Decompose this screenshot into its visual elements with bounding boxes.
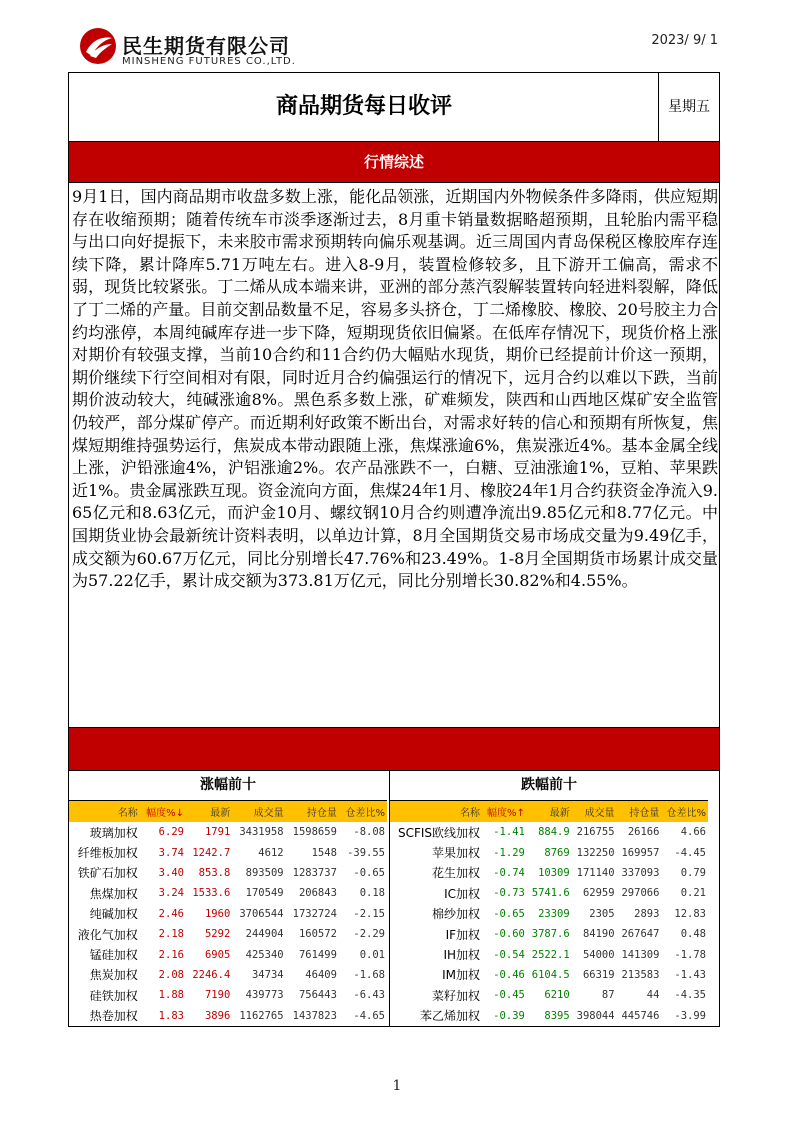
losers-table bbox=[389, 770, 708, 1026]
cell-name: IM加权 bbox=[442, 968, 481, 983]
cell-volume: 84190 bbox=[582, 928, 615, 941]
cell-volume: 66319 bbox=[582, 968, 615, 981]
cell-oi-change: -3.99 bbox=[674, 1009, 706, 1022]
table-row[interactable] bbox=[69, 965, 387, 985]
cell-oi-change: -1.43 bbox=[674, 968, 706, 981]
weekday-label: 星期五 bbox=[658, 73, 719, 141]
table-row[interactable] bbox=[390, 904, 708, 924]
cell-name: IC加权 bbox=[444, 886, 481, 901]
table-row[interactable] bbox=[390, 883, 708, 903]
cell-volume: 4612 bbox=[258, 846, 284, 859]
cell-open-interest: 1598659 bbox=[292, 826, 337, 839]
cell-latest: 2522.1 bbox=[531, 948, 570, 961]
cell-volume: 34734 bbox=[251, 968, 284, 981]
cell-name: 玻璃加权 bbox=[89, 825, 138, 840]
table-row[interactable] bbox=[69, 883, 387, 903]
cell-oi-change: -4.45 bbox=[674, 846, 706, 859]
cell-latest: 3787.6 bbox=[531, 928, 570, 941]
cell-oi-change: -2.15 bbox=[353, 907, 385, 920]
cell-latest: 5292 bbox=[204, 928, 231, 941]
cell-open-interest: 160572 bbox=[298, 928, 337, 941]
section-divider-bar bbox=[69, 727, 719, 771]
cell-oi-change: 0.48 bbox=[680, 928, 706, 941]
cell-change-pct: 3.40 bbox=[158, 866, 184, 879]
cell-open-interest: 761499 bbox=[298, 948, 337, 961]
cell-volume: 3431958 bbox=[239, 826, 284, 839]
company-name-en: MINSHENG FUTURES CO.,LTD. bbox=[122, 56, 296, 67]
col-oi-change[interactable]: 仓差比% bbox=[339, 801, 387, 822]
cell-volume: 62959 bbox=[582, 887, 615, 900]
gainers-title: 涨幅前十 bbox=[69, 770, 387, 801]
cell-latest: 1960 bbox=[204, 907, 231, 920]
cell-change-pct: 1.83 bbox=[158, 1009, 184, 1022]
cell-oi-change: -4.35 bbox=[674, 989, 706, 1002]
cell-latest: 5741.6 bbox=[531, 887, 570, 900]
cell-latest: 1791 bbox=[204, 826, 231, 839]
cell-volume: 425340 bbox=[245, 948, 284, 961]
cell-name: SCFIS欧线加权 bbox=[397, 825, 481, 840]
cell-change-pct: 1.88 bbox=[158, 989, 184, 1002]
cell-latest: 3896 bbox=[204, 1009, 231, 1022]
col-open-interest[interactable]: 持仓量 bbox=[617, 801, 662, 822]
cell-change-pct: -0.45 bbox=[493, 989, 525, 1002]
report-date: 2023/ 9/ 1 bbox=[651, 33, 718, 48]
table-row[interactable] bbox=[69, 1006, 387, 1026]
cell-change-pct: -0.65 bbox=[493, 907, 525, 920]
cell-open-interest: 26166 bbox=[627, 826, 660, 839]
col-latest[interactable]: 最新 bbox=[186, 801, 232, 822]
cell-open-interest: 169957 bbox=[621, 846, 660, 859]
cell-name: IH加权 bbox=[443, 948, 481, 963]
gainers-header-row bbox=[69, 801, 387, 822]
cell-change-pct: -1.29 bbox=[493, 846, 525, 859]
page-header bbox=[0, 0, 794, 72]
cell-volume: 2305 bbox=[589, 907, 615, 920]
cell-change-pct: 2.46 bbox=[158, 907, 184, 920]
cell-name: 棉纱加权 bbox=[432, 907, 481, 922]
company-name-cn: 民生期货有限公司 bbox=[122, 34, 290, 58]
cell-change-pct: 3.24 bbox=[158, 887, 184, 900]
cell-change-pct: 6.29 bbox=[158, 826, 184, 839]
cell-open-interest: 1437823 bbox=[292, 1009, 337, 1022]
cell-oi-change: -4.65 bbox=[353, 1009, 385, 1022]
col-change-pct[interactable]: 幅度%↓ bbox=[140, 801, 186, 822]
cell-volume: 398044 bbox=[576, 1009, 615, 1022]
col-name[interactable]: 名称 bbox=[69, 801, 140, 822]
summary-heading: 行情综述 bbox=[69, 142, 719, 183]
cell-change-pct: 3.74 bbox=[158, 846, 184, 859]
gainers-table bbox=[69, 770, 387, 1026]
cell-open-interest: 297066 bbox=[621, 887, 660, 900]
col-open-interest[interactable]: 持仓量 bbox=[286, 801, 339, 822]
cell-change-pct: -0.46 bbox=[493, 968, 525, 981]
cell-change-pct: -0.39 bbox=[493, 1009, 525, 1022]
cell-volume: 216755 bbox=[576, 826, 615, 839]
losers-header-row bbox=[390, 801, 708, 822]
cell-change-pct: -0.60 bbox=[493, 928, 525, 941]
cell-name: 硅铁加权 bbox=[89, 988, 138, 1003]
table-row[interactable] bbox=[390, 1006, 708, 1026]
table-row[interactable] bbox=[390, 822, 708, 842]
losers-grid bbox=[390, 801, 708, 1026]
table-row[interactable] bbox=[390, 985, 708, 1005]
cell-oi-change: -0.65 bbox=[353, 866, 385, 879]
cell-latest: 8395 bbox=[544, 1009, 570, 1022]
col-latest[interactable]: 最新 bbox=[527, 801, 572, 822]
cell-open-interest: 445746 bbox=[621, 1009, 660, 1022]
table-row[interactable] bbox=[69, 924, 387, 944]
cell-open-interest: 206843 bbox=[298, 887, 337, 900]
col-oi-change[interactable]: 仓差比% bbox=[661, 801, 708, 822]
cell-volume: 1162765 bbox=[239, 1009, 284, 1022]
col-volume[interactable]: 成交量 bbox=[232, 801, 285, 822]
cell-oi-change: -8.08 bbox=[353, 826, 385, 839]
table-row[interactable] bbox=[390, 944, 708, 964]
losers-title: 跌幅前十 bbox=[390, 770, 708, 801]
cell-oi-change: -39.55 bbox=[347, 846, 385, 859]
cell-oi-change: 0.01 bbox=[359, 948, 385, 961]
cell-open-interest: 2893 bbox=[634, 907, 660, 920]
cell-volume: 54000 bbox=[582, 948, 615, 961]
cell-volume: 244904 bbox=[245, 928, 284, 941]
gainers-grid bbox=[69, 801, 387, 1026]
cell-change-pct: 2.08 bbox=[158, 968, 184, 981]
cell-open-interest: 141309 bbox=[621, 948, 660, 961]
cell-volume: 170549 bbox=[245, 887, 284, 900]
col-change-pct[interactable]: 幅度%↑ bbox=[482, 801, 527, 822]
cell-latest: 6905 bbox=[204, 948, 231, 961]
cell-open-interest: 46409 bbox=[305, 968, 337, 981]
cell-name: 焦炭加权 bbox=[89, 968, 138, 983]
cell-latest: 6104.5 bbox=[531, 968, 570, 981]
cell-name: 菜籽加权 bbox=[432, 988, 481, 1003]
table-row[interactable] bbox=[390, 965, 708, 985]
cell-name: 热卷加权 bbox=[89, 1009, 138, 1024]
cell-name: 锰硅加权 bbox=[89, 948, 138, 963]
table-row[interactable] bbox=[69, 944, 387, 964]
col-name[interactable]: 名称 bbox=[390, 801, 482, 822]
cell-oi-change: -1.68 bbox=[353, 968, 385, 981]
cell-oi-change: -6.43 bbox=[353, 989, 385, 1002]
cell-open-interest: 337093 bbox=[621, 866, 660, 879]
report-frame bbox=[68, 72, 720, 1027]
cell-change-pct: -0.54 bbox=[493, 948, 525, 961]
table-row[interactable] bbox=[69, 904, 387, 924]
table-row[interactable] bbox=[69, 985, 387, 1005]
cell-volume: 893509 bbox=[245, 866, 284, 879]
cell-name: 苹果加权 bbox=[432, 846, 481, 861]
table-row[interactable] bbox=[390, 924, 708, 944]
cell-open-interest: 44 bbox=[646, 989, 660, 1002]
cell-oi-change: 0.79 bbox=[680, 866, 706, 879]
title-row bbox=[69, 73, 719, 142]
cell-latest: 10309 bbox=[538, 866, 570, 879]
minsheng-logo-icon bbox=[78, 26, 118, 66]
cell-open-interest: 1548 bbox=[311, 846, 337, 859]
cell-latest: 2246.4 bbox=[192, 968, 231, 981]
cell-volume: 171140 bbox=[576, 866, 615, 879]
cell-open-interest: 756443 bbox=[298, 989, 337, 1002]
cell-change-pct: -0.74 bbox=[493, 866, 525, 879]
page-number: 1 bbox=[392, 1078, 402, 1094]
cell-change-pct: 2.16 bbox=[158, 948, 184, 961]
report-title: 商品期货每日收评 bbox=[275, 94, 452, 119]
cell-oi-change: -1.78 bbox=[674, 948, 706, 961]
cell-open-interest: 213583 bbox=[621, 968, 660, 981]
cell-latest: 8769 bbox=[544, 846, 570, 859]
cell-latest: 6210 bbox=[544, 989, 570, 1002]
cell-name: 铁矿石加权 bbox=[77, 866, 138, 881]
cell-latest: 23309 bbox=[538, 907, 570, 920]
cell-oi-change: 0.21 bbox=[680, 887, 706, 900]
cell-open-interest: 1283737 bbox=[292, 866, 337, 879]
cell-change-pct: -0.73 bbox=[493, 887, 525, 900]
cell-name: 纤维板加权 bbox=[77, 846, 138, 861]
cell-change-pct: -1.41 bbox=[493, 826, 525, 839]
cell-name: 焦煤加权 bbox=[89, 886, 138, 901]
table-row[interactable] bbox=[69, 842, 387, 862]
cell-volume: 3706544 bbox=[239, 907, 284, 920]
cell-volume: 87 bbox=[601, 989, 615, 1002]
table-row[interactable] bbox=[390, 842, 708, 862]
cell-name: 纯碱加权 bbox=[89, 907, 138, 922]
cell-change-pct: 2.18 bbox=[158, 928, 184, 941]
cell-oi-change: 0.18 bbox=[359, 887, 385, 900]
cell-name: 苯乙烯加权 bbox=[420, 1009, 481, 1024]
table-row[interactable] bbox=[69, 863, 387, 883]
cell-open-interest: 1732724 bbox=[292, 907, 337, 920]
cell-name: 花生加权 bbox=[432, 866, 481, 881]
table-row[interactable] bbox=[69, 822, 387, 842]
cell-latest: 1533.6 bbox=[192, 887, 231, 900]
cell-name: 液化气加权 bbox=[77, 927, 138, 942]
cell-latest: 1242.7 bbox=[192, 846, 231, 859]
cell-latest: 853.8 bbox=[198, 866, 231, 879]
cell-oi-change: 4.66 bbox=[680, 826, 706, 839]
table-row[interactable] bbox=[390, 863, 708, 883]
cell-latest: 884.9 bbox=[538, 826, 570, 839]
cell-latest: 7190 bbox=[204, 989, 231, 1002]
cell-volume: 439773 bbox=[245, 989, 284, 1002]
cell-open-interest: 267647 bbox=[621, 928, 660, 941]
summary-text: 9月1日，国内商品期市收盘多数上涨，能化品领涨，近期国内外物候条件多降雨，供应短期存在收缩预期；随着传统车市淡季逐渐过去，8月重卡销量数据略超预期，且轮胎内需平稳与出口向好提振下，未来胶市需求预期转向偏乐观基调。近三周国内青岛保税区橡胶库存连续下降，累计降库5.71万吨左右。进入8-9月，装置检修较多，且下游开工偏高，需求不弱，现货比较紧张。丁二烯从成本端来讲，亚洲的部分蒸汽裂解装置转向轻进料裂解，降低了丁二烯的产量。目前交割品数量不足，容易多头挤仓，丁二烯橡胶、橡胶、20号胶主力合约均涨停，本周纯碱库存进一步下降，短期现货依旧偏紧。在低库存情况下，现货价格上涨对期价有较强支撑，当前10合约和11合约仍大幅贴水现货，期价已经提前计价这一预期，期价继续下行空间相对有限，同时近月合约偏强运行的情况下，远月合约以难以下跌，当前期价波动较大，纯碱涨逾8%。黑色系多数上涨，矿难频发，陕西和山西地区煤矿安全监管仍较严，部分煤矿停产。而近期利好政策不断出台，对需求好转的信心和预期有所恢复，焦煤短期维持强势运行，焦炭成本带动跟随上涨，焦煤涨逾6%，焦炭涨近4%。基本金属全线上涨，沪铅涨逾4%，沪铝涨逾2%。农产品涨跌不一，白糖、豆油涨逾1%，豆粕、苹果跌近1%。贵金属涨跌互现。资金流向方面，焦煤24年1月、橡胶24年1月合约获资金净流入9.65亿元和8.63亿元，而沪金10月、螺纹钢10月合约则遭净流出9.85亿元和8.77亿元。中国期货业协会最新统计资料表明，以单边计算，8月全国期货交易市场成交量为9.49亿手，成交额为60.67万亿元，同比分别增长47.76%和23.49%。1-8月全国期货市场累计成交量为57.22亿手，累计成交额为373.81万亿元，同比分别增长30.82%和4.55%。 bbox=[72, 187, 718, 591]
rankings-section bbox=[69, 770, 719, 1026]
cell-oi-change: 12.83 bbox=[674, 907, 706, 920]
cell-volume: 132250 bbox=[576, 846, 615, 859]
col-volume[interactable]: 成交量 bbox=[572, 801, 617, 822]
cell-name: IF加权 bbox=[445, 927, 481, 942]
cell-oi-change: -2.29 bbox=[353, 928, 385, 941]
